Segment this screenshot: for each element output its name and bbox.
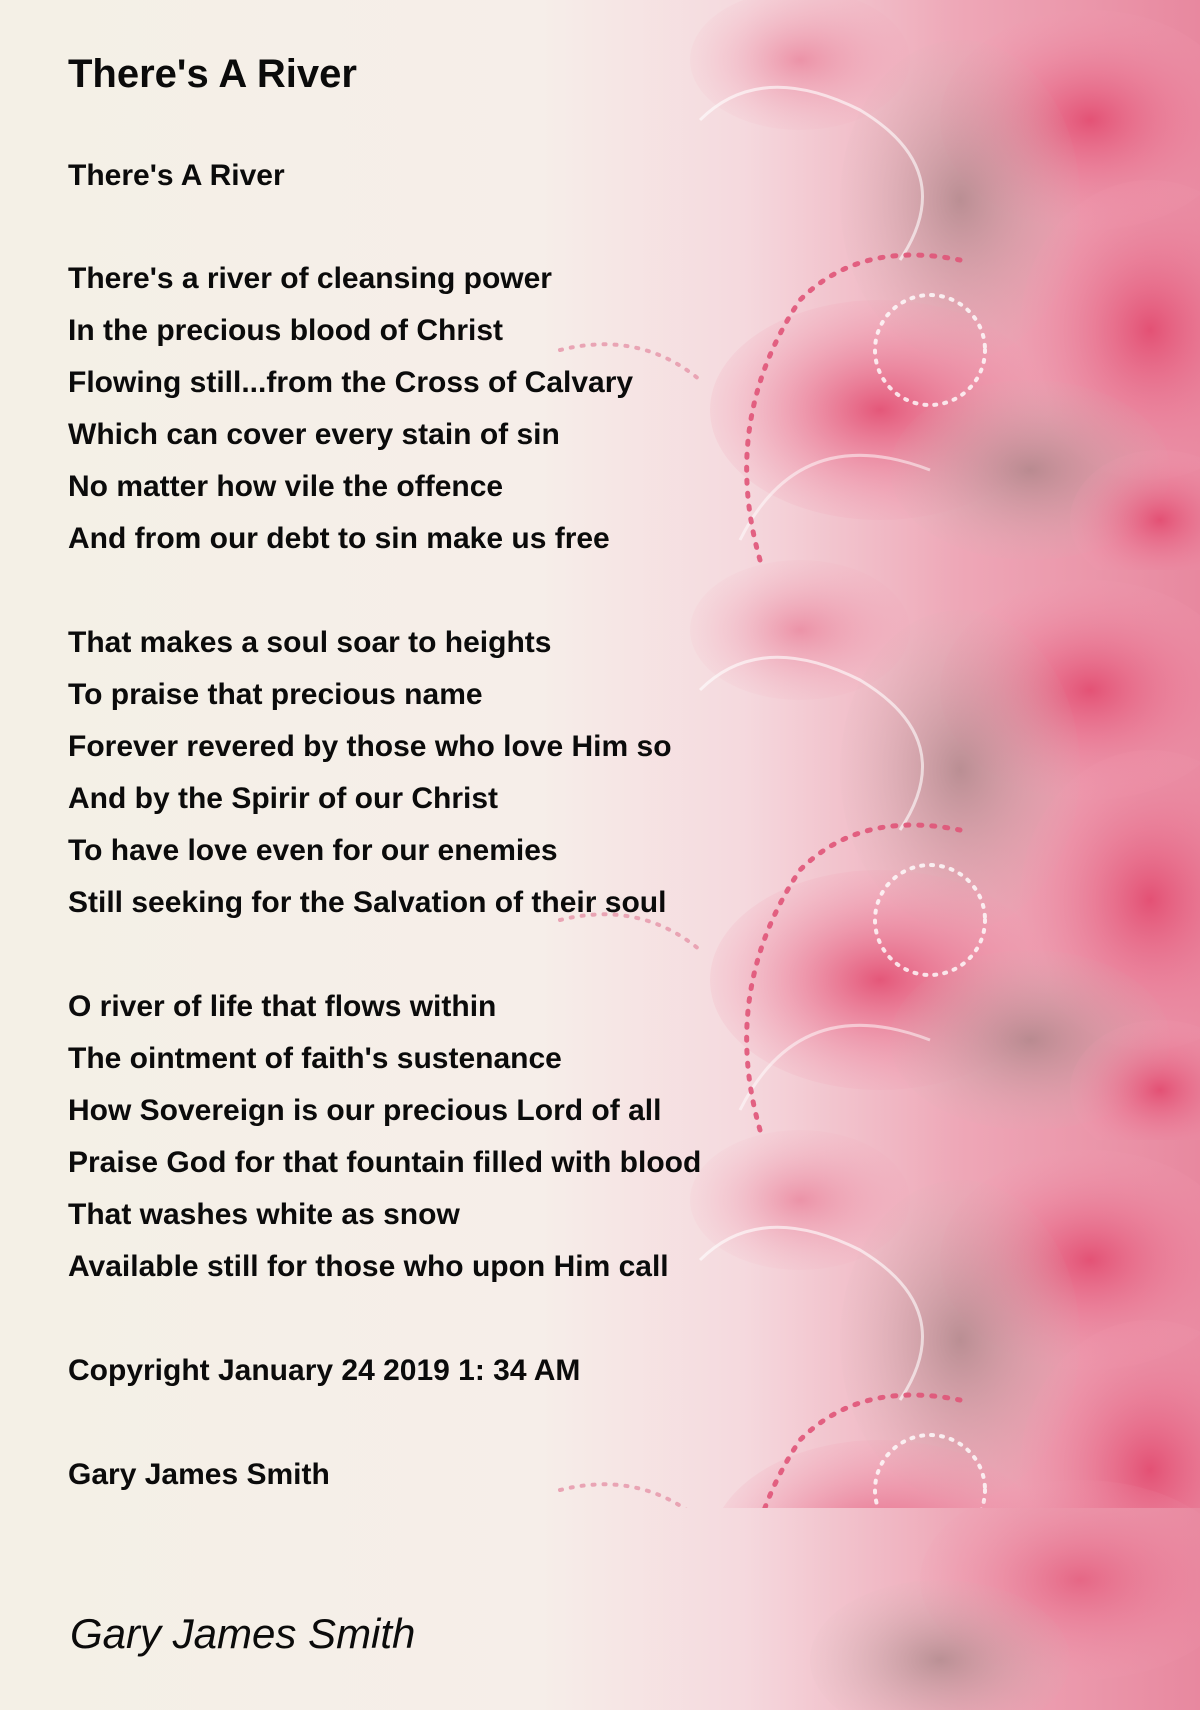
footer-author-name: Gary James Smith xyxy=(70,1610,416,1657)
poem-line: And by the Spirir of our Christ xyxy=(68,782,499,815)
poem-subtitle: There's A River xyxy=(68,159,285,192)
poem-line: That washes white as snow xyxy=(68,1198,460,1231)
stanza-3 xyxy=(68,981,701,1293)
copyright-notice: Copyright January 24 2019 1: 34 AM xyxy=(68,1354,581,1387)
poem-line: To praise that precious name xyxy=(68,678,483,711)
poem-line: Available still for those who upon Him call xyxy=(68,1250,669,1283)
poem-line: There's a river of cleansing power xyxy=(68,262,552,295)
poem-line: Flowing still...from the Cross of Calvary xyxy=(68,366,634,399)
poem-line: The ointment of faith's sustenance xyxy=(68,1042,562,1075)
poem-line: That makes a soul soar to heights xyxy=(68,626,552,659)
poem-title: There's A River xyxy=(68,52,357,96)
poem-line: Forever revered by those who love Him so xyxy=(68,730,672,763)
poem-line: To have love even for our enemies xyxy=(68,834,558,867)
poem-line: And from our debt to sin make us free xyxy=(68,522,610,555)
poem-line: In the precious blood of Christ xyxy=(68,314,503,347)
poem-line: No matter how vile the offence xyxy=(68,470,504,503)
poem-line: Still seeking for the Salvation of their soul xyxy=(68,886,667,919)
stanza-1 xyxy=(68,253,633,565)
poem-author: Gary James Smith xyxy=(68,1458,330,1491)
stanza-2 xyxy=(68,617,672,929)
poem-line: O river of life that flows within xyxy=(68,990,497,1023)
poem-line: Which can cover every stain of sin xyxy=(68,418,560,451)
poem-line: How Sovereign is our precious Lord of all xyxy=(68,1094,662,1127)
poem-line: Praise God for that fountain filled with blood xyxy=(68,1146,702,1179)
